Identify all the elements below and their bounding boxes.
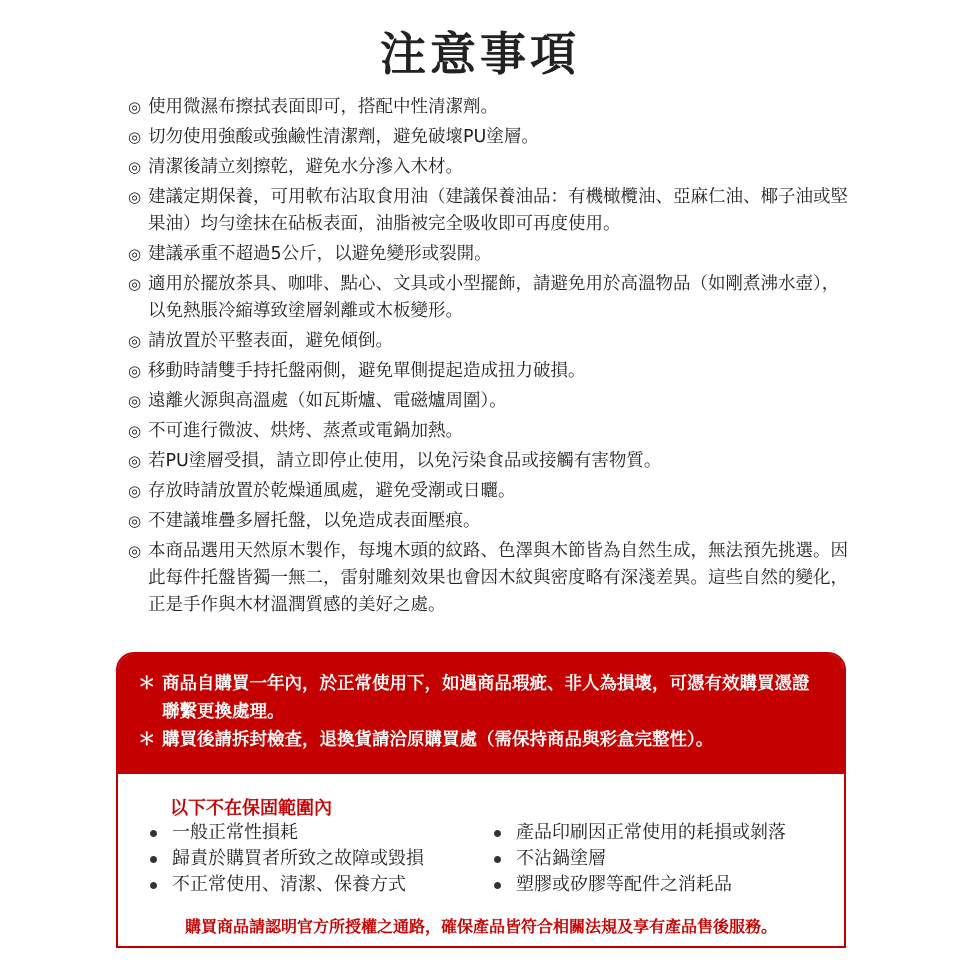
asterisk-icon: ＊: [138, 730, 156, 750]
exclusion-item-text: 產品印刷因正常使用的耗損或剝落: [516, 822, 786, 843]
care-note-text: 建議定期保養，可用軟布沾取食用油（建議保養油品：有機橄欖油、亞麻仁油、椰子油或堅果油）均勻塗抹在砧板表面，油脂被完全吸收即可再度使用。: [148, 187, 848, 234]
bullet-icon: [494, 882, 501, 889]
page-title: 注意事項: [380, 27, 580, 81]
care-note-text: 建議承重不超過5公斤，以避免變形或裂開。: [148, 244, 492, 264]
bullet-icon: [494, 856, 501, 863]
exclusion-list-left: [146, 820, 424, 898]
exclusion-item: [490, 820, 786, 846]
exclusion-item: [146, 846, 424, 872]
exclusion-item-text: 一般正常性損耗: [172, 822, 298, 843]
warranty-line: [138, 670, 824, 726]
care-note: [128, 154, 848, 181]
care-note-text: 清潔後請立刻擦乾，避免水分滲入木材。: [148, 157, 463, 177]
care-note: [128, 448, 848, 475]
care-notes-list: [128, 94, 848, 622]
care-note-text: 移動時請雙手持托盤兩側，避免單側提起造成扭力破損。: [148, 361, 586, 381]
care-note: [128, 538, 848, 619]
care-note: [128, 478, 848, 505]
care-note-text: 請放置於平整表面，避免傾倒。: [148, 331, 393, 351]
care-note-text: 本商品選用天然原木製作，每塊木頭的紋路、色澤與木節皆為自然生成，無法預先挑選。因此每件托盤皆獨一無二，雷射雕刻效果也會因木紋與密度略有深淺差異。這些自然的變化，正是手作與木材溫潤質感的美好之處。: [148, 541, 848, 615]
care-note-text: 若PU塗層受損，請立即停止使用，以免污染食品或接觸有害物質。: [148, 451, 662, 471]
authorized-channel-note: 購買商品請認明官方所授權之通路，確保產品皆符合相關法規及享有產品售後服務。: [184, 917, 777, 936]
exclusion-item: [490, 872, 786, 898]
care-note: [128, 508, 848, 535]
circle-marker-icon: ◎: [128, 362, 142, 380]
exclusion-item: [146, 872, 424, 898]
circle-marker-icon: ◎: [128, 482, 142, 500]
care-note: [128, 124, 848, 151]
care-note-text: 適用於擺放茶具、咖啡、點心、文具或小型擺飾，請避免用於高溫物品（如剛煮沸水壺），以免熱脹冷縮導致塗層剝離或木板變形。: [148, 274, 840, 321]
circle-marker-icon: ◎: [128, 542, 142, 560]
exclusion-title: 以下不在保固範圍內: [170, 798, 332, 819]
circle-marker-icon: ◎: [128, 128, 142, 146]
care-note: [128, 241, 848, 268]
asterisk-icon: ＊: [138, 674, 156, 694]
exclusion-item-text: 塑膠或矽膠等配件之消耗品: [516, 874, 732, 895]
warranty-banner: [118, 654, 844, 774]
care-note-text: 遠離火源與高溫處（如瓦斯爐、電磁爐周圍）。: [148, 391, 507, 411]
bullet-icon: [150, 830, 157, 837]
care-note-text: 使用微濕布擦拭表面即可，搭配中性清潔劑。: [148, 97, 498, 117]
circle-marker-icon: ◎: [128, 275, 142, 293]
care-note-text: 不可進行微波、烘烤、蒸煮或電鍋加熱。: [148, 421, 463, 441]
circle-marker-icon: ◎: [128, 158, 142, 176]
circle-marker-icon: ◎: [128, 392, 142, 410]
care-note: [128, 184, 848, 238]
warranty-line: [138, 726, 824, 754]
exclusion-item-text: 不正常使用、清潔、保養方式: [172, 874, 406, 895]
bullet-icon: [150, 856, 157, 863]
care-note: [128, 328, 848, 355]
exclusion-item: [490, 846, 786, 872]
exclusion-item-text: 歸責於購買者所致之故障或毀損: [172, 848, 424, 869]
circle-marker-icon: ◎: [128, 332, 142, 350]
care-note: [128, 94, 848, 121]
circle-marker-icon: ◎: [128, 422, 142, 440]
care-note-text: 不建議堆疊多層托盤，以免造成表面壓痕。: [148, 511, 481, 531]
care-note: [128, 388, 848, 415]
circle-marker-icon: ◎: [128, 98, 142, 116]
bullet-icon: [150, 882, 157, 889]
circle-marker-icon: ◎: [128, 188, 142, 206]
warranty-line-text: 購買後請拆封檢查，退換貨請洽原購買處（需保持商品與彩盒完整性）。: [162, 730, 714, 750]
warranty-line-text: 商品自購買一年內，於正常使用下，如遇商品瑕疵、非人為損壞，可憑有效購買憑證聯繫更換處理。: [162, 674, 810, 722]
care-note: [128, 271, 848, 325]
circle-marker-icon: ◎: [128, 245, 142, 263]
circle-marker-icon: ◎: [128, 452, 142, 470]
care-note-text: 切勿使用強酸或強鹼性清潔劑，避免破壞PU塗層。: [148, 127, 539, 147]
care-note: [128, 418, 848, 445]
care-note: [128, 358, 848, 385]
exclusion-item-text: 不沾鍋塗層: [516, 848, 606, 869]
circle-marker-icon: ◎: [128, 512, 142, 530]
care-note-text: 存放時請放置於乾燥通風處，避免受潮或日曬。: [148, 481, 516, 501]
bullet-icon: [494, 830, 501, 837]
warranty-box: [116, 652, 846, 948]
exclusion-item: [146, 820, 424, 846]
exclusion-list-right: [490, 820, 786, 898]
